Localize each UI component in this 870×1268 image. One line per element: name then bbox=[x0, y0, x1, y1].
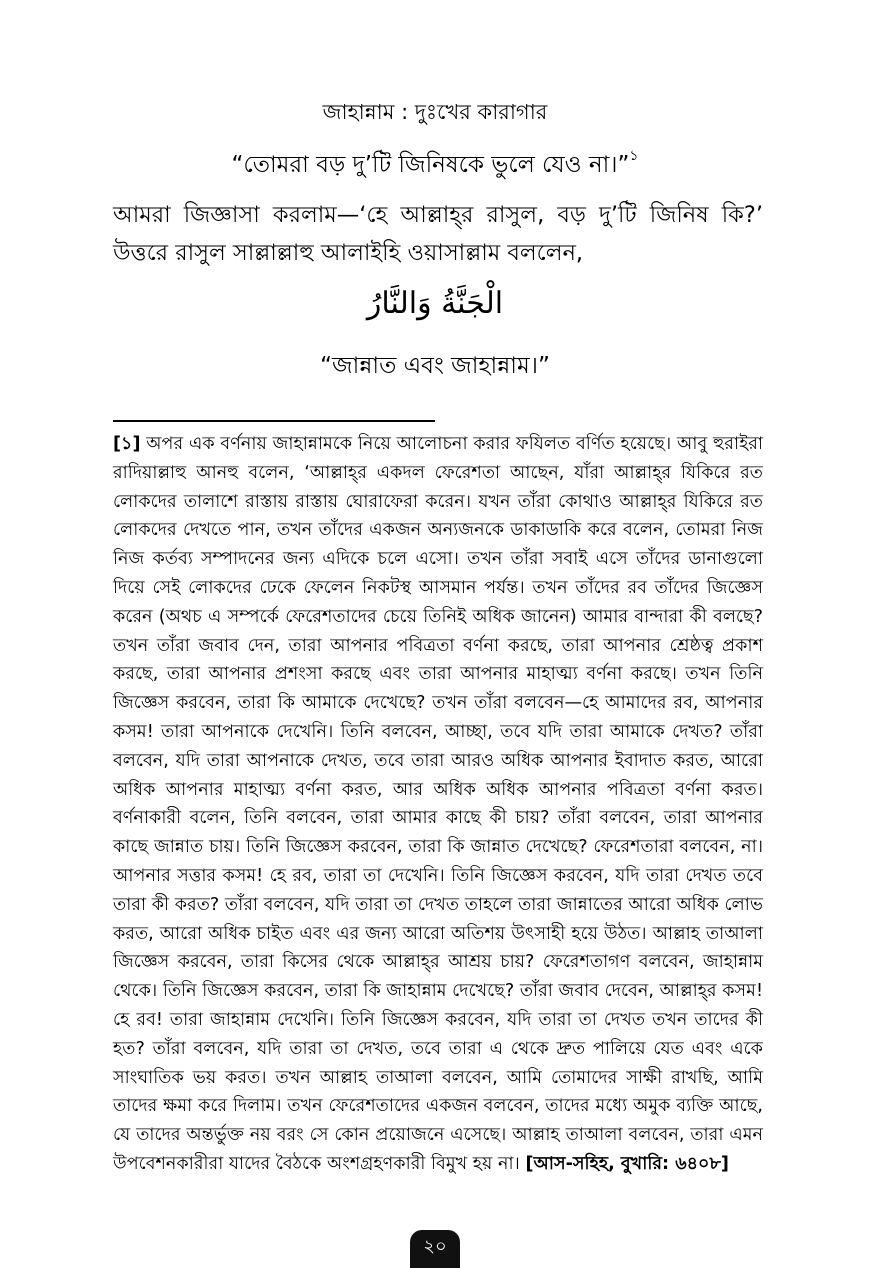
hadith-quote-text: “তোমরা বড় দু’টি জিনিষকে ভুলে যেও না।” bbox=[231, 152, 630, 178]
arabic-text: الْجَنَّةُ وَالنَّارُ bbox=[366, 286, 504, 321]
footnote-citation: [আস-সহিহ, বুখারি: ৬৪০৮] bbox=[525, 1153, 729, 1174]
footnote-marker: [১] bbox=[113, 434, 141, 454]
footnote-divider bbox=[113, 420, 435, 422]
footnote bbox=[113, 430, 763, 1179]
footnote-reference[interactable]: ১ bbox=[629, 148, 639, 164]
hadith-quote bbox=[0, 140, 870, 181]
footnote-body: অপর এক বর্ণনায় জাহান্নামকে নিয়ে আলোচনা করার ফযিলত বর্ণিত হয়েছে। আবু হুরাইরা রাদিয়াল্লাহু আনহু বলেন, ‘আল্লাহ্‌র একদল ফেরেশতা আছেন, যাঁরা আল্লাহ্‌র যিকিরে রত লোকদের তালাশে রাস্তায় রাস্তায় ঘোরাফেরা করেন। যখন তাঁরা কোথাও আল্লাহ্‌র যিকিরে রত লোকদের দেখতে পান, তখন তাঁদের একজন অন্যজনকে ডাকাডাকি করে বলেন, তোমরা নিজ নিজ কর্তব্য সম্পাদনের জন্য এদিকে চলে এসো। তখন তাঁরা সবাই এসে তাঁদের ডানাগুলো দিয়ে সেই লোকদের ঢেকে ফেলেন নিকটস্থ আসমান পর্যন্ত। তখন তাঁদের রব তাঁদের জিজ্ঞেস করেন (অথচ এ সম্পর্কে ফেরেশতাদের চেয়ে তিনিই অধিক জানেন) আমার বান্দারা কী বলছে? তখন তাঁরা জবাব দেন, তারা আপনার পবিত্রতা বর্ণনা করছে, তারা আপনার শ্রেষ্ঠত্ব প্রকাশ করছে, তারা আপনার প্রশংসা করছে এবং তারা আপনার মাহাত্ম্য বর্ণনা করছে। তখন তিনি জিজ্ঞেস করবেন, তারা কি আমাকে দেখেছে? তখন তাঁরা বলবেন—হে আমাদের রব, আপনার কসম! তারা আপনাকে দেখেনি। তিনি বলবেন, আচ্ছা, তবে যদি তারা আমাকে দেখত? তাঁরা বলবেন, যদি তারা আপনাকে দেখত, তবে তারা আরও অধিক আপনার ইবাদাত করত, আরো অধিক আপনার মাহাত্ম্য বর্ণনা করত, আর অধিক অধিক আপনার পবিত্রতা বর্ণনা করত। বর্ণনাকারী বলেন, তিনি বলবেন, তারা আমার কাছে কী চায়? তাঁরা বলবেন, তারা আপনার কাছে জান্নাত চায়। তিনি জিজ্ঞেস করবেন, তারা কি জান্নাত দেখেছে? ফেরেশতারা বলবেন, না। আপনার সত্তার কসম! হে রব, তারা তা দেখেনি। তিনি জিজ্ঞেস করবেন, যদি তারা দেখত তবে তারা কী করত? তাঁরা বলবেন, যদি তারা তা দেখত তাহলে তারা জান্নাতের আরো অধিক লোভ করত, আরো অধিক চাইত এবং এর জন্য আরো অতিশয় উৎসাহী হয়ে উঠত। আল্লাহ তাআলা জিজ্ঞেস করবেন, তারা কিসের থেকে আল্লাহ্‌র আশ্রয় চায়? ফেরেশতাগণ বলবেন, জাহান্নাম থেকে। তিনি জিজ্ঞেস করবেন, তারা কি জাহান্নাম দেখেছে? তাঁরা জবাব দেবেন, আল্লাহ্‌র কসম! হে রব! তারা জাহান্নাম দেখেনি। তিনি জিজ্ঞেস করবেন, যদি তারা তা দেখত তখন তাদের কী হত? তাঁরা বলবেন, যদি তারা তা দেখত, তবে তারা এ থেকে দ্রুত পালিয়ে যেত এবং একে সাংঘাতিক ভয় করত। তখন আল্লাহ তাআলা বলবেন, আমি তোমাদের সাক্ষী রাখছি, আমি তাদের ক্ষমা করে দিলাম। তখন ফেরেশতাদের একজন বলবেন, তাদের মধ্যে অমুক ব্যক্তি আছে, যে তাদের অন্তর্ভুক্ত নয় বরং সে কোন প্রয়োজনে এসেছে। আল্লাহ তাআলা বলবেন, তারা এমন উপবেশনকারীরা যাদের বৈঠকে অংশগ্রহণকারী বিমুখ হয় না। bbox=[113, 434, 764, 1174]
page-number: ২০ bbox=[410, 1230, 460, 1268]
page-header-title: জাহান্নাম : দুঃখের কারাগার bbox=[322, 100, 548, 124]
intro-paragraph: আমরা জিজ্ঞাসা করলাম—‘হে আল্লাহ্‌র রাসুল, বড় দু’টি জিনিষ কি?’ উত্তরে রাসুল সাল্লাল্লাহু আলাইহি ওয়াসাল্লাম বললেন, bbox=[113, 202, 763, 266]
translation-quote: “জান্নাত এবং জাহান্নাম।” bbox=[320, 353, 550, 379]
